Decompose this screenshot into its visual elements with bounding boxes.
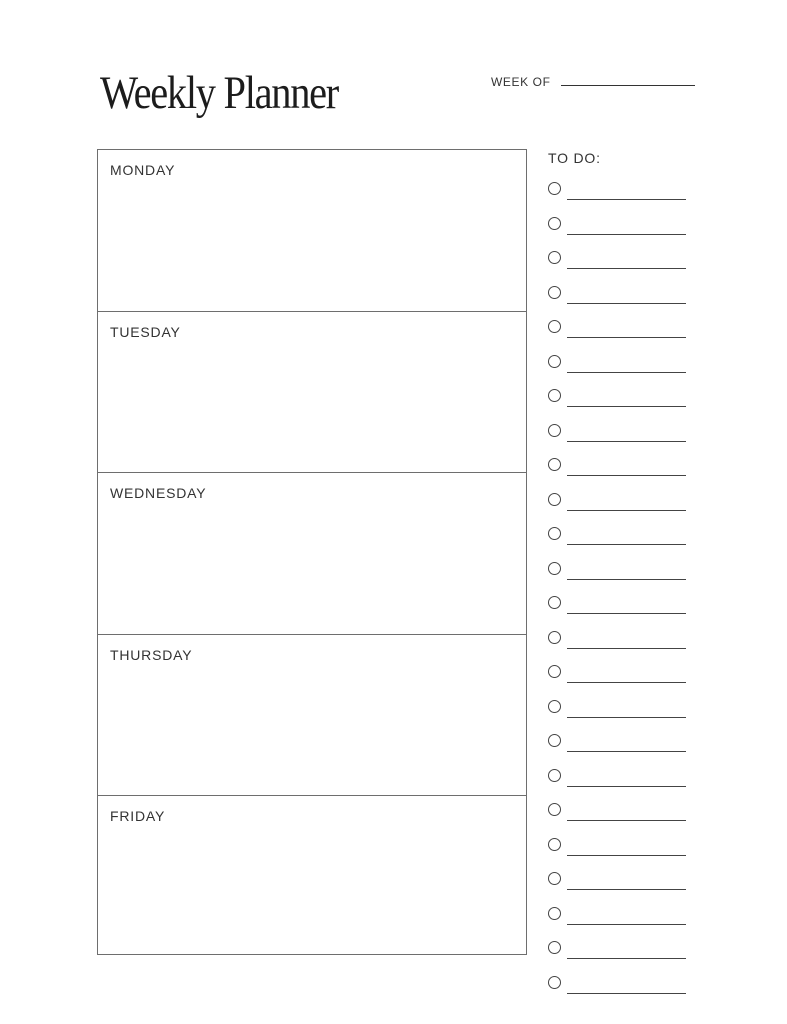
todo-item — [548, 975, 688, 1010]
todo-header: TO DO: — [548, 150, 601, 166]
week-of-input-line[interactable] — [561, 85, 695, 86]
todo-input-line[interactable] — [567, 751, 686, 752]
todo-list — [548, 181, 688, 1009]
circle-checkbox-icon[interactable] — [548, 596, 561, 609]
todo-item — [548, 906, 688, 941]
todo-input-line[interactable] — [567, 648, 686, 649]
todo-input-line[interactable] — [567, 579, 686, 580]
todo-input-line[interactable] — [567, 234, 686, 235]
circle-checkbox-icon[interactable] — [548, 251, 561, 264]
circle-checkbox-icon[interactable] — [548, 217, 561, 230]
week-of-label: WEEK OF — [491, 75, 551, 89]
circle-checkbox-icon[interactable] — [548, 562, 561, 575]
todo-item — [548, 595, 688, 630]
day-label: MONDAY — [110, 162, 176, 178]
todo-input-line[interactable] — [567, 993, 686, 994]
todo-item — [548, 768, 688, 803]
todo-item — [548, 561, 688, 596]
circle-checkbox-icon[interactable] — [548, 700, 561, 713]
circle-checkbox-icon[interactable] — [548, 355, 561, 368]
circle-checkbox-icon[interactable] — [548, 665, 561, 678]
todo-input-line[interactable] — [567, 303, 686, 304]
todo-item — [548, 423, 688, 458]
todo-item — [548, 319, 688, 354]
todo-input-line[interactable] — [567, 372, 686, 373]
circle-checkbox-icon[interactable] — [548, 493, 561, 506]
circle-checkbox-icon[interactable] — [548, 941, 561, 954]
todo-item — [548, 664, 688, 699]
todo-input-line[interactable] — [567, 406, 686, 407]
todo-input-line[interactable] — [567, 889, 686, 890]
circle-checkbox-icon[interactable] — [548, 631, 561, 644]
todo-item — [548, 630, 688, 665]
circle-checkbox-icon[interactable] — [548, 838, 561, 851]
circle-checkbox-icon[interactable] — [548, 320, 561, 333]
todo-item — [548, 285, 688, 320]
circle-checkbox-icon[interactable] — [548, 734, 561, 747]
days-grid — [97, 149, 527, 955]
todo-item — [548, 733, 688, 768]
day-label: FRIDAY — [110, 808, 166, 824]
circle-checkbox-icon[interactable] — [548, 458, 561, 471]
circle-checkbox-icon[interactable] — [548, 286, 561, 299]
todo-input-line[interactable] — [567, 475, 686, 476]
todo-input-line[interactable] — [567, 717, 686, 718]
todo-item — [548, 181, 688, 216]
day-section-monday[interactable] — [98, 150, 526, 311]
todo-item — [548, 526, 688, 561]
todo-input-line[interactable] — [567, 786, 686, 787]
day-label: TUESDAY — [110, 324, 181, 340]
todo-item — [548, 388, 688, 423]
todo-input-line[interactable] — [567, 924, 686, 925]
todo-input-line[interactable] — [567, 820, 686, 821]
todo-item — [548, 354, 688, 389]
todo-item — [548, 457, 688, 492]
day-label: THURSDAY — [110, 647, 193, 663]
todo-item — [548, 940, 688, 975]
circle-checkbox-icon[interactable] — [548, 769, 561, 782]
day-section-wednesday[interactable] — [98, 472, 526, 634]
todo-item — [548, 837, 688, 872]
todo-input-line[interactable] — [567, 855, 686, 856]
todo-item — [548, 216, 688, 251]
circle-checkbox-icon[interactable] — [548, 907, 561, 920]
circle-checkbox-icon[interactable] — [548, 182, 561, 195]
circle-checkbox-icon[interactable] — [548, 389, 561, 402]
circle-checkbox-icon[interactable] — [548, 424, 561, 437]
todo-input-line[interactable] — [567, 199, 686, 200]
day-section-tuesday[interactable] — [98, 311, 526, 472]
circle-checkbox-icon[interactable] — [548, 976, 561, 989]
todo-input-line[interactable] — [567, 337, 686, 338]
todo-input-line[interactable] — [567, 682, 686, 683]
day-section-thursday[interactable] — [98, 634, 526, 795]
day-label: WEDNESDAY — [110, 485, 207, 501]
week-of-field[interactable] — [491, 74, 551, 88]
circle-checkbox-icon[interactable] — [548, 527, 561, 540]
day-section-friday[interactable] — [98, 795, 526, 954]
todo-item — [548, 802, 688, 837]
todo-item — [548, 699, 688, 734]
todo-input-line[interactable] — [567, 268, 686, 269]
todo-input-line[interactable] — [567, 613, 686, 614]
circle-checkbox-icon[interactable] — [548, 803, 561, 816]
todo-input-line[interactable] — [567, 510, 686, 511]
todo-item — [548, 492, 688, 527]
todo-input-line[interactable] — [567, 958, 686, 959]
todo-item — [548, 250, 688, 285]
todo-input-line[interactable] — [567, 441, 686, 442]
page-title: Weekly Planner — [100, 67, 338, 119]
todo-input-line[interactable] — [567, 544, 686, 545]
circle-checkbox-icon[interactable] — [548, 872, 561, 885]
todo-item — [548, 871, 688, 906]
